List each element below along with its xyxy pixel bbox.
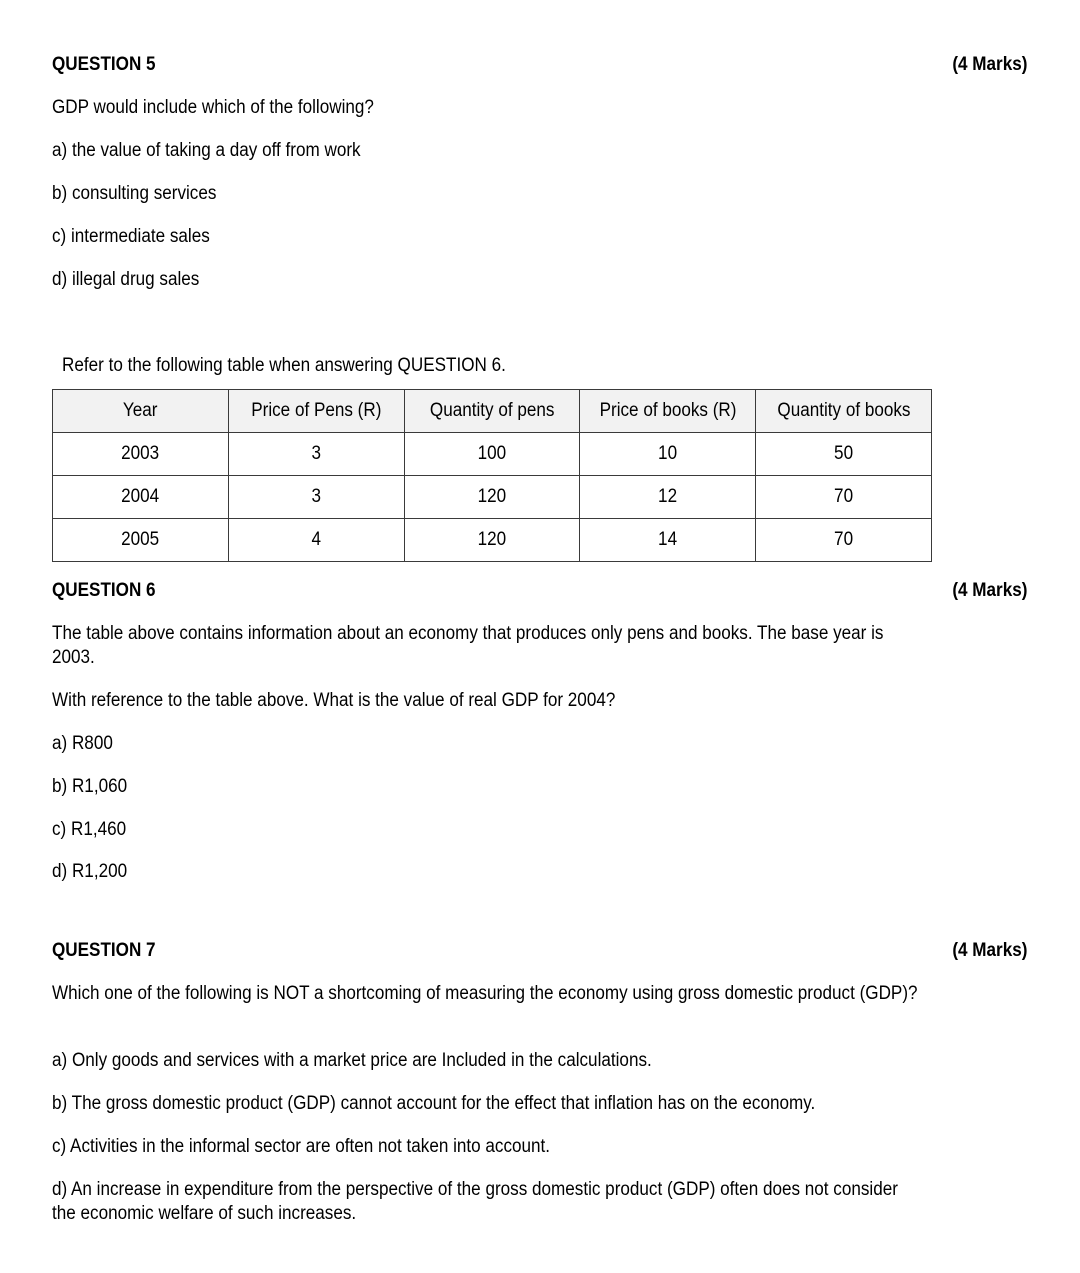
question-6-prompt: With reference to the table above. What is the value of real GDP for 2004? (52, 690, 616, 711)
table-cell: 120 (404, 476, 580, 519)
question-7-option-a: a) Only goods and services with a market price are Included in the calculations. (52, 1050, 652, 1071)
table-cell: 3 (228, 476, 404, 519)
table-header-cell: Price of Pens (R) (228, 390, 404, 433)
question-7-marks: (4 Marks) (951, 940, 1027, 961)
question-6-title: QUESTION 6 (52, 580, 156, 601)
question-7-prompt: Which one of the following is NOT a shortcoming of measuring the economy using gross domestic product (GDP)? (52, 983, 918, 1004)
question-5-option-c: c) intermediate sales (52, 226, 210, 247)
table-cell: 70 (756, 519, 932, 562)
question-5-prompt: GDP would include which of the following? (52, 97, 374, 118)
question-5-option-a: a) the value of taking a day off from work (52, 140, 361, 161)
question-6-option-d: d) R1,200 (52, 861, 128, 882)
table-cell: 120 (404, 519, 580, 562)
table-header-row (53, 390, 932, 433)
table-row (53, 476, 932, 519)
table-cell: 4 (228, 519, 404, 562)
table-header-cell: Quantity of pens (404, 390, 580, 433)
table-cell: 100 (404, 433, 580, 476)
question-7-option-d: d) An increase in expenditure from the perspective of the gross domestic product (GDP) often does not consider the economic welfare of such increases. (52, 1179, 898, 1224)
question-7-option-b: b) The gross domestic product (GDP) cannot account for the effect that inflation has on the economy. (52, 1093, 816, 1114)
table-header-cell: Year (53, 390, 229, 433)
question-5-option-b: b) consulting services (52, 183, 217, 204)
question-6-marks: (4 Marks) (951, 580, 1027, 601)
table-cell: 50 (756, 433, 932, 476)
table-cell: 2004 (53, 476, 229, 519)
question-6-option-c: c) R1,460 (52, 819, 127, 840)
question-6-intro: The table above contains information about an economy that produces only pens and books. The base year is 2003. (52, 623, 884, 668)
question-5-title: QUESTION 5 (52, 54, 156, 75)
question-7-option-c: c) Activities in the informal sector are often not taken into account. (52, 1136, 551, 1157)
question-5-option-d: d) illegal drug sales (52, 269, 200, 290)
question-7-title: QUESTION 7 (52, 940, 156, 961)
table-cell: 12 (580, 476, 756, 519)
table-cell: 3 (228, 433, 404, 476)
table-cell: 2005 (53, 519, 229, 562)
table-row (53, 519, 932, 562)
question-5-marks: (4 Marks) (951, 54, 1027, 75)
table-cell: 70 (756, 476, 932, 519)
table-header-cell: Price of books (R) (580, 390, 756, 433)
table-cell: 10 (580, 433, 756, 476)
table-header-cell: Quantity of books (756, 390, 932, 433)
table-cell: 14 (580, 519, 756, 562)
question-6-option-b: b) R1,060 (52, 776, 128, 797)
question-6-option-a: a) R800 (52, 733, 113, 754)
table-cell: 2003 (53, 433, 229, 476)
data-table (52, 389, 932, 562)
table-row (53, 433, 932, 476)
table-caption: Refer to the following table when answering QUESTION 6. (62, 355, 506, 376)
